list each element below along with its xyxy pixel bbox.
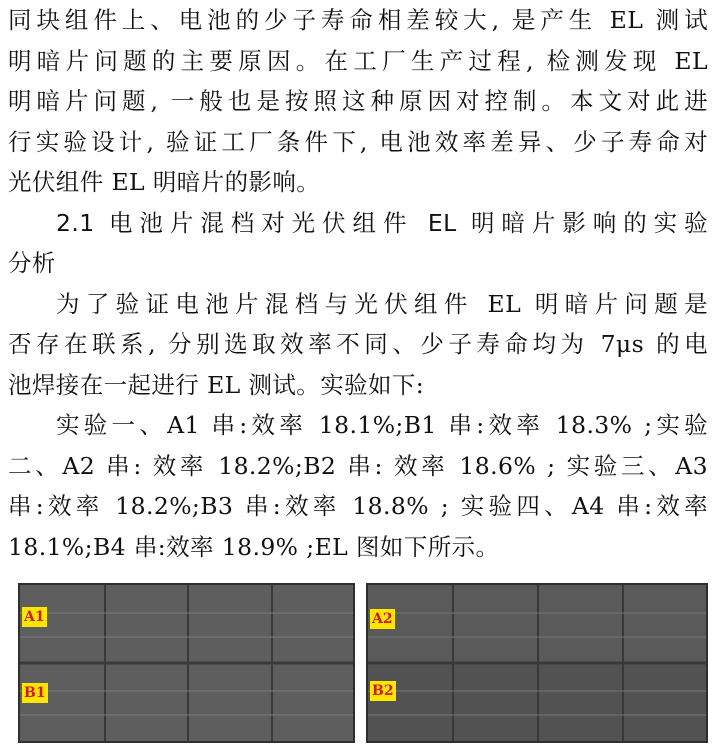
el-figure	[18, 583, 708, 743]
text-line: 池焊接在一起进行 EL 测试。实验如下:	[8, 370, 425, 399]
text-line: 行实验设计, 验证工厂条件下, 电池效率差异、少子寿命对	[8, 127, 708, 156]
text-line: 同块组件上、电池的少子寿命相差较大, 是产生 EL 测试	[8, 6, 708, 34]
el-image-right	[366, 583, 708, 743]
text-line: 为了验证电池片混档与光伏组件 EL 明暗片问题是	[56, 289, 708, 318]
el-grid-left	[20, 585, 355, 743]
paragraph-2	[8, 284, 708, 406]
text-line: 明暗片问题, 一般也是按照这种原因对控制。本文对此进	[8, 87, 708, 115]
text-line: 18.1%;B4 串:效率 18.9% ;EL 图如下所示。	[8, 532, 500, 561]
text-line: 光伏组件 EL 明暗片的影响。	[8, 168, 321, 196]
el-image-left	[18, 583, 355, 743]
string-label-b1: B1	[24, 685, 46, 701]
text-line: 否存在联系, 分别选取效率不同、少子寿命均为 7μs 的电	[8, 330, 708, 358]
paragraph-1	[8, 0, 708, 203]
string-label-a1: A1	[24, 609, 45, 625]
text-line: 实验一、A1 串:效率 18.1%;B1 串:效率 18.3% ;实验	[56, 411, 708, 439]
article-text	[8, 0, 708, 567]
string-label-a2: A2	[372, 611, 393, 627]
heading-line: 2.1 电池片混档对光伏组件 EL 明暗片影响的实验	[56, 208, 708, 237]
heading-line: 分析	[8, 249, 56, 277]
text-line: 二、A2 串: 效率 18.2%;B2 串: 效率 18.6% ; 实验三、A3	[8, 451, 708, 480]
el-grid-right	[368, 585, 708, 743]
text-line: 明暗片问题的主要原因。在工厂生产过程, 检测发现 EL	[8, 46, 708, 75]
string-label-b2: B2	[372, 683, 394, 699]
text-line: 串:效率 18.2%;B3 串:效率 18.8% ; 实验四、A4 串:效率	[8, 492, 708, 520]
paragraph-3	[8, 405, 708, 567]
section-heading	[8, 203, 708, 284]
